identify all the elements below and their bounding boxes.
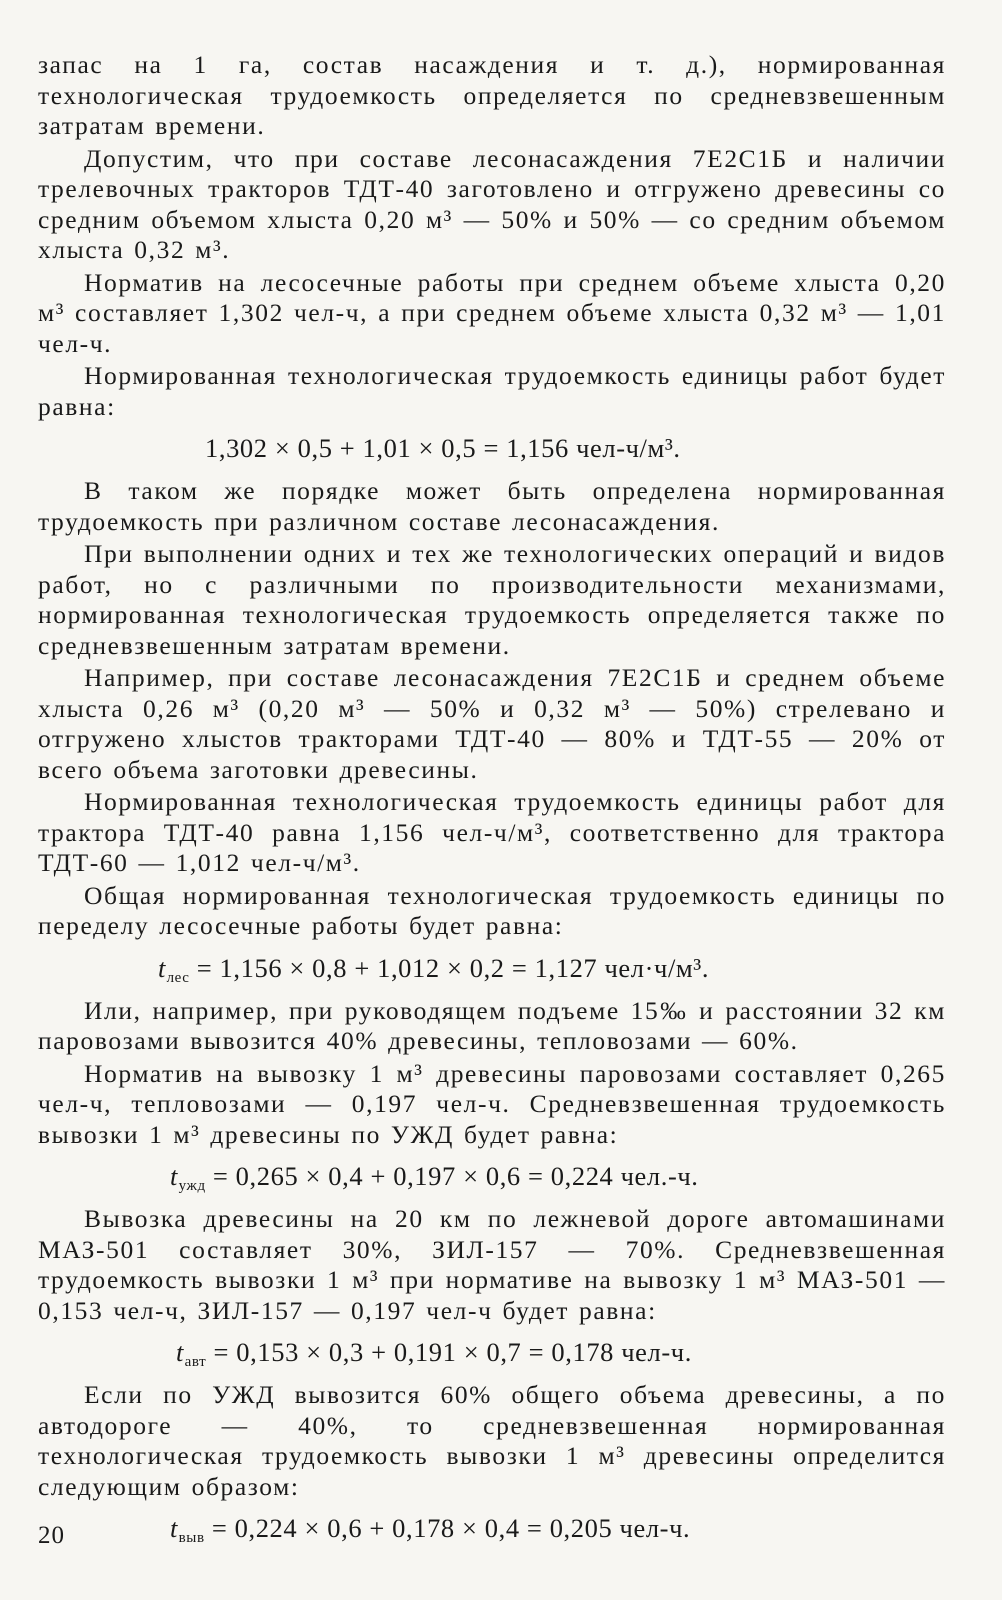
paragraph-9: Общая нормированная технологическая трудоемкость единицы по переделу лесосечные работы будет равна: (38, 880, 946, 940)
equation-subscript: ужд (178, 1178, 206, 1194)
equation-body: = 0,153 × 0,3 + 0,191 × 0,7 = 0,178 чел-ч. (206, 1337, 692, 1367)
equation-variable: t (158, 952, 167, 983)
equation-body: = 1,156 × 0,8 + 1,012 × 0,2 = 1,127 чел·ч/м³. (189, 952, 710, 983)
paragraph-2: Допустим, что при составе лесонасаждения 7Е2С1Б и наличии трелевочных тракторов ТДТ-40 заготовлено и отгружено древесины со средним объемом хлыста 0,20 м³ — 50% и 50% — со средним объемом хлыста 0,32 м³. (38, 143, 946, 264)
paragraph-12: Вывозка древесины на 20 км по лежневой дороге автомашинами МАЗ-501 составляет 30%, ЗИЛ-157 — 70%. Средневзвешенная трудоемкость вывозки 1 м³ при нормативе на вывозку 1 м³ МАЗ-501 — 0,153 чел-ч, ЗИЛ-157 — 0,197 чел-ч будет равна: (38, 1204, 946, 1325)
paragraph-5: В таком же порядке может быть определена нормированная трудоемкость при различном составе лесонасаждения. (38, 476, 946, 536)
equation-body: = 0,224 × 0,6 + 0,178 × 0,4 = 0,205 чел-ч. (204, 1513, 691, 1543)
equation-variable: t (176, 1337, 185, 1367)
paragraph-6: При выполнении одних и тех же технологических операций и видов работ, но с различными по производительности механизмами, нормированная технологическая трудоемкость определяется также по средневзвешенным затратам времени. (38, 539, 946, 660)
equation-t-avt (38, 1336, 946, 1368)
paragraph-13: Если по УЖД вывозится 60% общего объема древесины, а по автодороге — 40%, то средневзвешенная нормированная технологическая трудоемкость вывозки 1 м³ древесины определится следующим образом: (38, 1380, 946, 1501)
equation-subscript: выв (178, 1530, 205, 1546)
equation-t-uzhd (38, 1160, 946, 1192)
paragraph-3: Норматив на лесосечные работы при среднем объеме хлыста 0,20 м³ составляет 1,302 чел-ч, а при среднем объеме хлыста 0,32 м³ — 1,01 чел-ч. (38, 267, 946, 358)
paragraph-10: Или, например, при руководящем подъеме 15‰ и расстоянии 32 км паровозами вывозится 40% древесины, тепловозами — 60%. (38, 995, 946, 1055)
equation-variable: t (170, 1161, 179, 1191)
paragraph-8: Нормированная технологическая трудоемкость единицы работ для трактора ТДТ-40 равна 1,156 чел-ч/м³, соответственно для трактора ТДТ-60 — 1,012 чел-ч/м³. (38, 787, 946, 877)
equation-t-vyv (38, 1512, 946, 1544)
equation-subscript: лес (166, 969, 190, 986)
paragraph-7: Например, при составе лесонасаждения 7Е2С1Б и среднем объеме хлыста 0,26 м³ (0,20 м³ — 50% и 0,32 м³ — 50%) стрелевано и отгружено хлыстов тракторами ТДТ-40 — 80% и ТДТ-55 — 20% от всего объема заготовки древесины. (38, 663, 946, 784)
equation-t-les (38, 952, 946, 984)
paragraph-4: Нормированная технологическая трудоемкость единицы работ будет равна: (38, 361, 946, 421)
equation-labor-intensity: 1,302 × 0,5 + 1,01 × 0,5 = 1,156 чел-ч/м³. (205, 433, 681, 463)
equation-variable: t (170, 1513, 179, 1543)
paragraph-1: запас на 1 га, состав насаждения и т. д.), нормированная технологическая трудоемкость определяется по средневзвешенным затратам времени. (38, 50, 946, 140)
equation-subscript: авт (184, 1354, 207, 1370)
page-number: 20 (38, 1522, 65, 1549)
paragraph-11: Норматив на вывозку 1 м³ древесины паровозами составляет 0,265 чел-ч, тепловозами — 0,197 чел-ч. Средневзвешенная трудоемкость вывозки 1 м³ древесины по УЖД будет равна: (38, 1058, 946, 1149)
equation-body: = 0,265 × 0,4 + 0,197 × 0,6 = 0,224 чел.-ч. (205, 1161, 699, 1191)
